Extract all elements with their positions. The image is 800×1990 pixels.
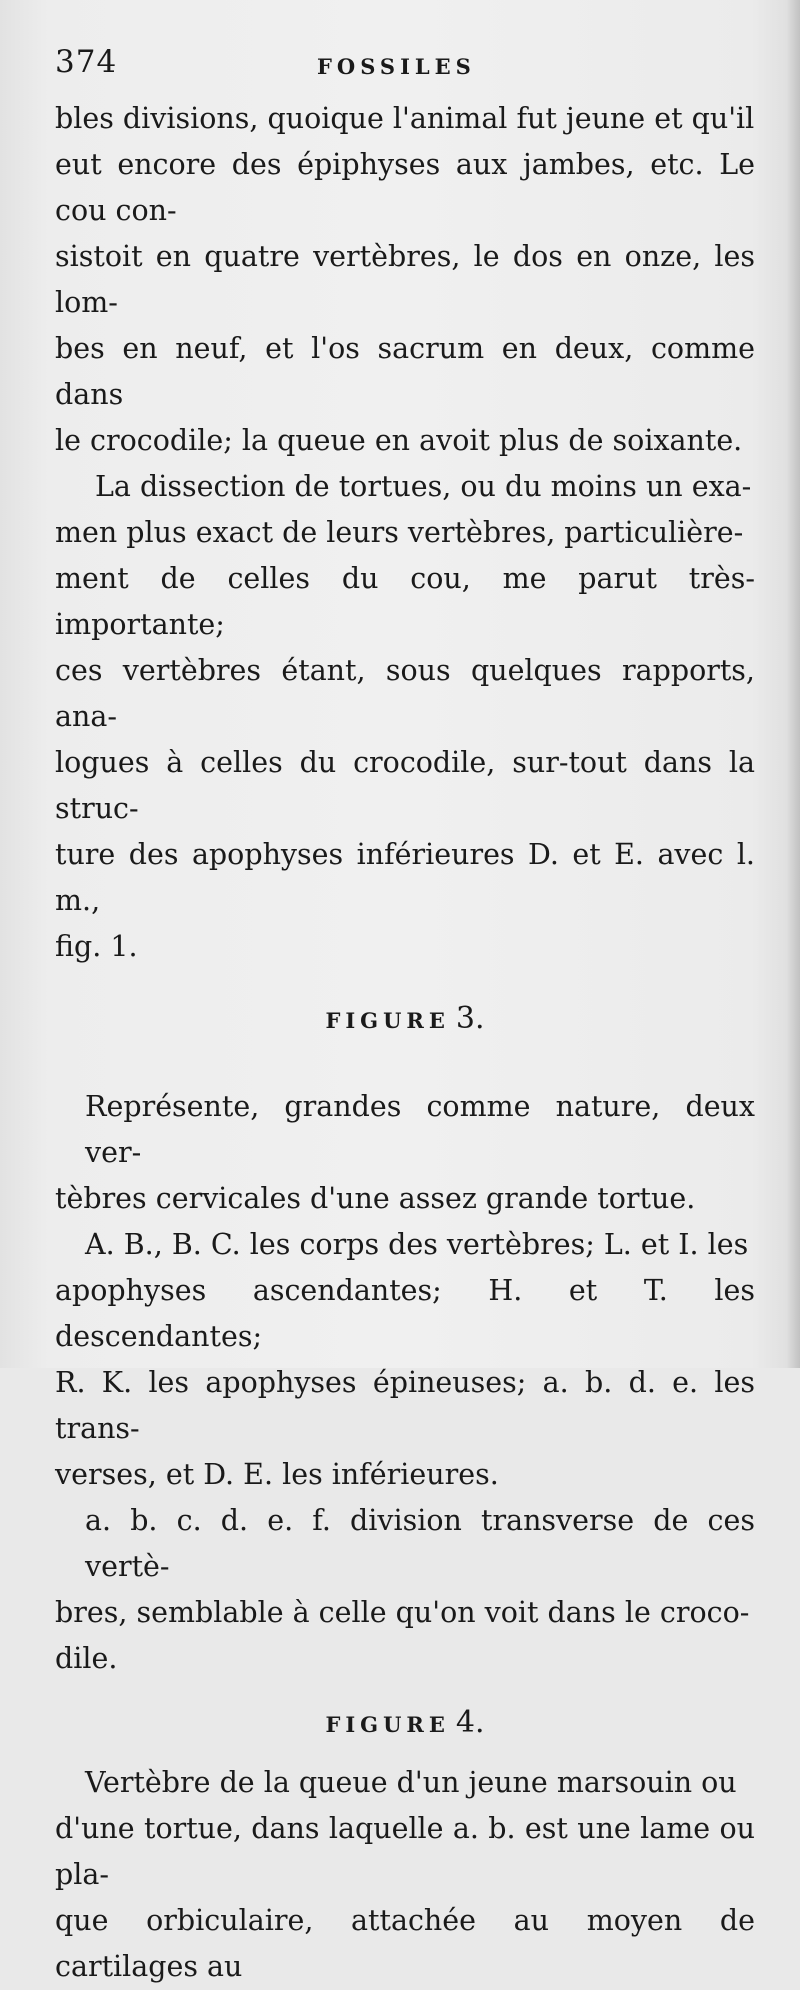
text-line: sistoit en quatre vertèbres, le dos en onze, les lom- (55, 240, 755, 319)
text-line: le crocodile; la queue en avoit plus de soixante. (55, 424, 743, 457)
figure-3-heading (55, 996, 755, 1044)
text-line: men plus exact de leurs vertèbres, particulière- (55, 516, 744, 549)
text-line: La dissection de tortues, ou du moins un exa- (95, 470, 752, 503)
text-line: A. B., B. C. les corps des vertèbres; L. et I. les (85, 1228, 749, 1261)
text-line: ture des apophyses inférieures D. et E. avec l. m., (55, 838, 755, 917)
text-line: ment de celles du cou, me parut très-importante; (55, 562, 755, 641)
paragraph-1 (55, 96, 755, 464)
figure-4-paragraph-1 (55, 1760, 755, 1990)
text-line: tèbres cervicales d'une assez grande tortue. (55, 1182, 696, 1215)
text-line: d'une tortue, dans laquelle a. b. est une lame ou pla- (55, 1812, 755, 1891)
text-line: eut encore des épiphyses aux jambes, etc. Le cou con- (55, 148, 755, 227)
page-number: 374 (55, 44, 118, 80)
figure-4-label: FIGURE (325, 1712, 450, 1737)
page-header (55, 40, 755, 90)
figure-3-paragraph-1 (55, 1084, 755, 1222)
paragraph-2 (55, 464, 755, 970)
text-line: logues à celles du crocodile, sur-tout dans la struc- (55, 746, 755, 825)
text-line: Vertèbre de la queue d'un jeune marsouin ou (85, 1766, 737, 1799)
text-line: bres, semblable à celle qu'on voit dans le croco- (55, 1596, 750, 1629)
figure-4-heading (55, 1700, 755, 1748)
text-line: a. b. c. d. e. f. division transverse de ces vertè- (85, 1504, 755, 1583)
figure-3-paragraph-2 (55, 1222, 755, 1498)
running-head: FOSSILES (317, 54, 476, 79)
figure-4-number: 4. (455, 1705, 485, 1740)
text-line: verses, et D. E. les inférieures. (55, 1458, 499, 1491)
figure-3-number: 3. (455, 1001, 485, 1036)
text-line: bles divisions, quoique l'animal fut jeune et qu'il (55, 102, 755, 135)
body-text (55, 96, 755, 1990)
text-line: ces vertèbres étant, sous quelques rapports, ana- (55, 654, 755, 733)
text-line: R. K. les apophyses épineuses; a. b. d. e. les trans- (55, 1366, 755, 1445)
text-line: apophyses ascendantes; H. et T. les descendantes; (55, 1274, 755, 1353)
text-line: fig. 1. (55, 930, 138, 963)
figure-3-paragraph-3 (55, 1498, 755, 1682)
text-line: que orbiculaire, attachée au moyen de cartilages au (55, 1904, 755, 1983)
figure-3-label: FIGURE (325, 1008, 450, 1033)
text-line: dile. (55, 1642, 118, 1675)
text-line: Représente, grandes comme nature, deux ver- (85, 1090, 755, 1169)
page-edge-shadow (786, 0, 800, 1368)
text-line: bes en neuf, et l'os sacrum en deux, comme dans (55, 332, 755, 411)
